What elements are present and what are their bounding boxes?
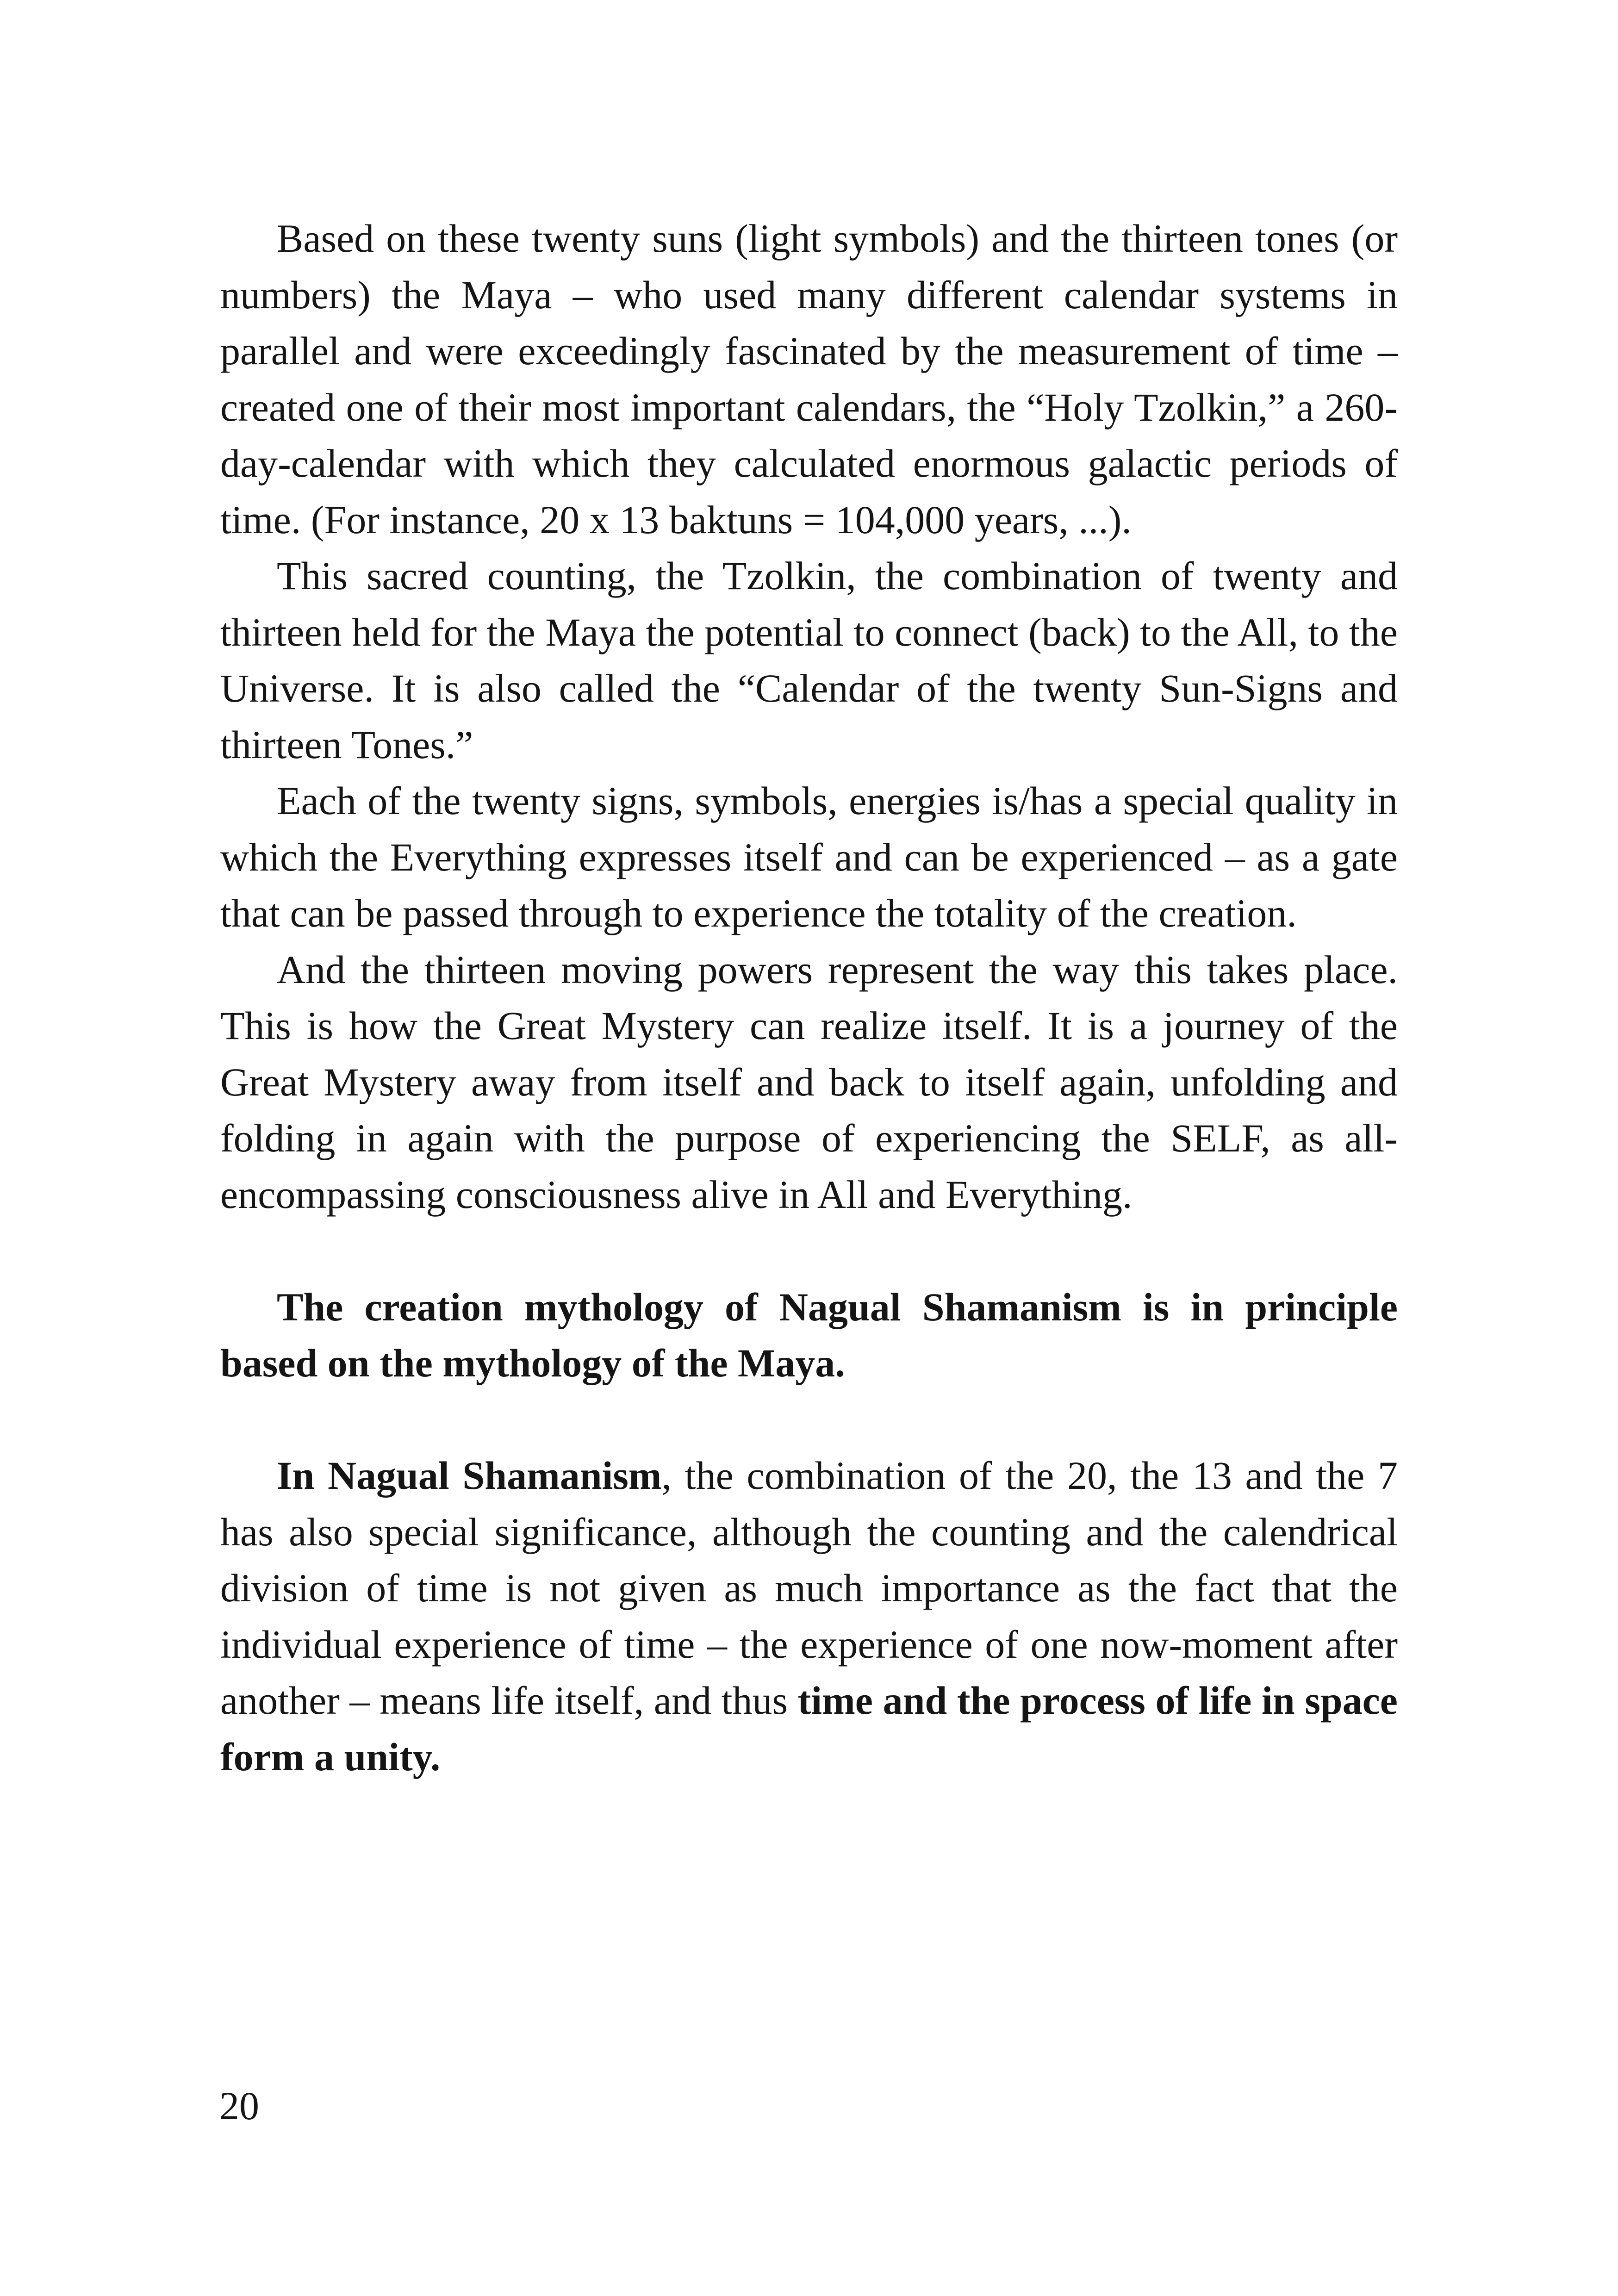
paragraph-thirteen-powers: And the thirteen moving powers represent the way this takes place. This is how the Great Mystery can realize itself. It is a journey of the Great Mystery away from itself and back to itself again, unfolding and folding in again with the purpose of experiencing the SELF, as all-encompassing consciousness alive in All and Everything. <box>220 947 1398 1217</box>
paragraph-tzolkin-calendar: Based on these twenty suns (light symbols) and the thirteen tones (or numbers) the Maya – who used many different calendar systems in parallel and were exceedingly fascinated by the measurement of time – created one of their most important calendars, the “Holy Tzolkin,” a 260-day-calendar with which they calculated enormous galactic periods of time. (For instance, 20 x 13 baktuns = 104,000 years, ...). <box>220 216 1398 542</box>
nagual-shamanism-body: , the combination of the 20, the 13 and the 7 has also special significance, although the counting and the calendrical division of time is not given as much importance as the fact that the individual experience of time – the experience of one now-moment after another – means life itself, and thus <box>220 1453 1398 1723</box>
paragraph-creation-mythology: The creation mythology of Nagual Shamanism is in principle based on the mythology of the Maya. <box>220 1284 1398 1385</box>
paragraph-nagual-shamanism <box>220 1448 1398 1785</box>
nagual-shamanism-lead: In Nagual Shamanism <box>277 1453 662 1498</box>
page-number: 20 <box>219 2084 259 2128</box>
paragraph-twenty-signs: Each of the twenty signs, symbols, energies is/has a special quality in which the Everything expresses itself and can be experienced – as a gate that can be passed through to experience the totality of the creation. <box>220 778 1398 935</box>
paragraph-sacred-counting: This sacred counting, the Tzolkin, the combination of twenty and thirteen held for the Maya the potential to connect (back) to the All, to the Universe. It is also called the “Calendar of the twenty Sun-Signs and thirteen Tones.” <box>220 554 1398 767</box>
body-text <box>220 211 1398 1785</box>
nagual-shamanism-conclusion: time and the process of life in space form a unity. <box>220 1678 1398 1779</box>
